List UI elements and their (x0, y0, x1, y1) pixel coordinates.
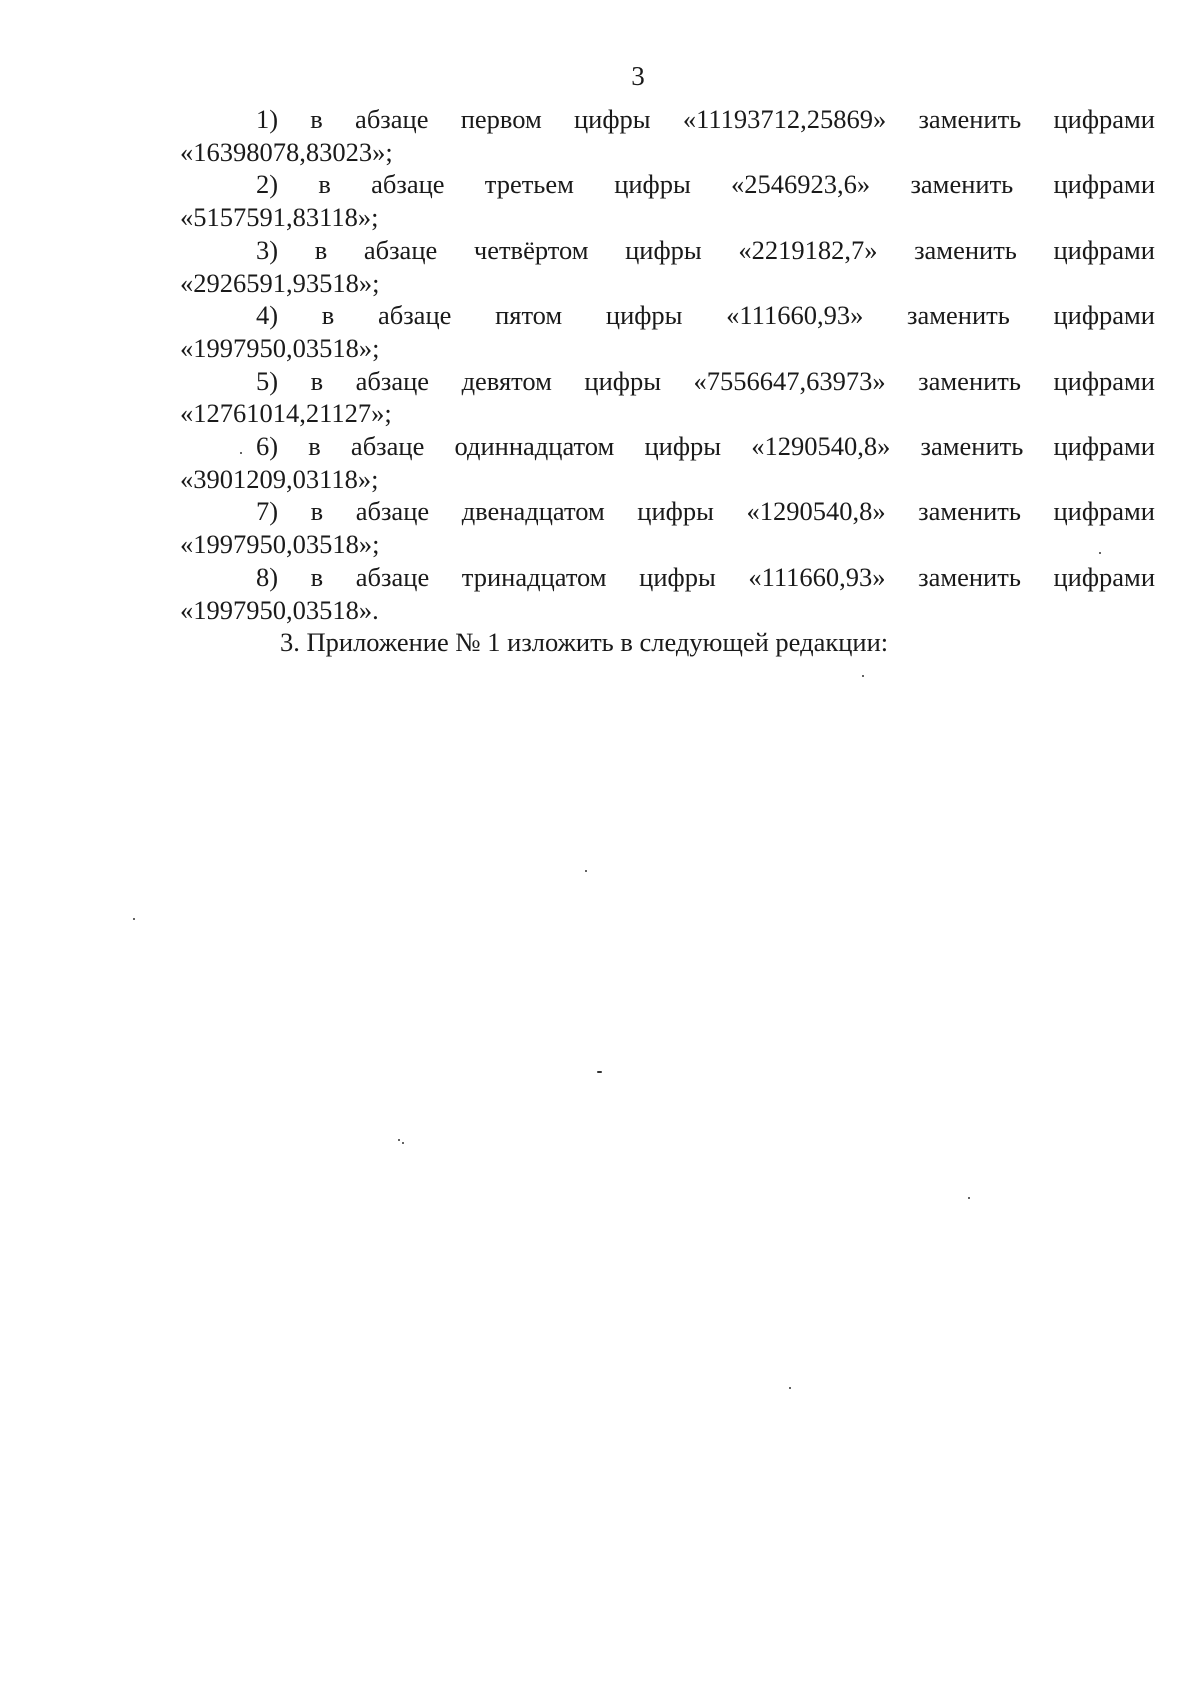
list-item-line2: «5157591,83118»; (180, 202, 379, 233)
list-item (180, 561, 1155, 626)
list-item-line2: «3901209,03118»; (180, 463, 379, 494)
list-item-line1: 7) в абзаце двенадцатом цифры «1290540,8» заменить цифрами (256, 496, 1155, 527)
list-item-line2: «1997950,03518». (180, 594, 379, 625)
list-item-line2: «2926591,93518»; (180, 267, 380, 298)
scan-speck (585, 870, 587, 872)
list-item-line1: 4) в абзаце пятом цифры «111660,93» заменить цифрами (256, 300, 1155, 331)
scan-speck (597, 1071, 602, 1073)
list-item-line1: 8) в абзаце тринадцатом цифры «111660,93» заменить цифрами (256, 561, 1155, 592)
scan-speck (398, 1139, 400, 1141)
list-item (180, 430, 1155, 495)
list-item-line1: 6) в абзаце одиннадцатом цифры «1290540,8» заменить цифрами (256, 431, 1155, 462)
list-item-line2: «12761014,21127»; (180, 398, 392, 429)
scan-speck (862, 675, 864, 677)
list-item (180, 299, 1155, 364)
list-item-line1: 5) в абзаце девятом цифры «7556647,63973» заменить цифрами (256, 365, 1155, 396)
list-item (180, 168, 1155, 233)
amendment-list (180, 103, 1155, 659)
scan-speck (402, 1142, 404, 1144)
page-number: 3 (631, 61, 645, 91)
list-item-line1: 1) в абзаце первом цифры «11193712,25869» заменить цифрами (256, 104, 1155, 134)
scan-speck (968, 1197, 970, 1199)
list-item (180, 365, 1155, 430)
list-item-line1: 3) в абзаце четвёртом цифры «2219182,7» заменить цифрами (256, 234, 1155, 265)
scan-speck (789, 1387, 791, 1389)
list-item-line2: «1997950,03518»; (180, 529, 380, 560)
scan-speck (240, 452, 242, 454)
scan-speck (133, 918, 135, 920)
list-item (180, 103, 1155, 168)
list-item-line1: 2) в абзаце третьем цифры «2546923,6» заменить цифрами (256, 169, 1155, 200)
list-item-line2: «16398078,83023»; (180, 136, 393, 167)
list-item-line2: «1997950,03518»; (180, 332, 380, 363)
closing-paragraph: 3. Приложение № 1 изложить в следующей редакции: (280, 627, 889, 658)
scan-speck (1099, 552, 1101, 554)
list-item (180, 495, 1155, 560)
list-item (180, 234, 1155, 299)
